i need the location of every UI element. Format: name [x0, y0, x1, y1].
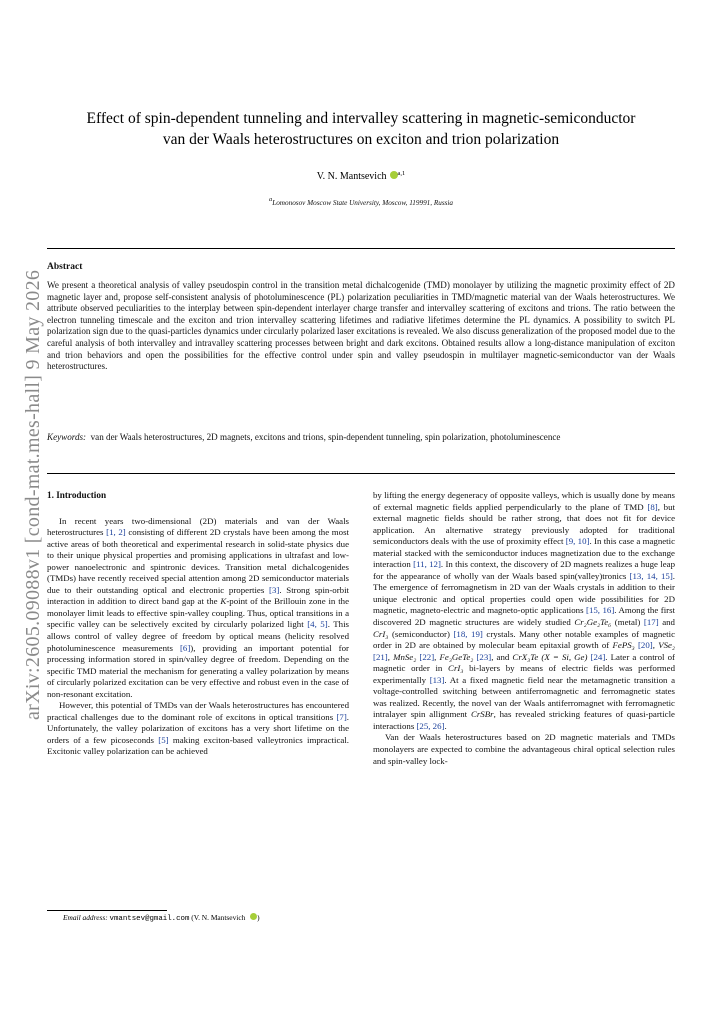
- citation-link[interactable]: [8]: [647, 501, 658, 512]
- orcid-icon[interactable]: [390, 171, 398, 179]
- keywords: [47, 432, 675, 444]
- section-heading: 1. Introduction: [47, 490, 107, 500]
- citation-link[interactable]: [9, 10]: [565, 536, 590, 547]
- abstract-bottom-rule: [47, 473, 675, 474]
- citation-link[interactable]: [3]: [269, 584, 280, 595]
- citation-link[interactable]: [5]: [158, 734, 169, 745]
- citation-link[interactable]: [17]: [643, 617, 659, 628]
- citation-link[interactable]: [15, 16]: [586, 605, 615, 616]
- citation-link[interactable]: [13]: [429, 674, 445, 685]
- citation-link[interactable]: [22]: [419, 651, 435, 662]
- footnote-author: (V. N. Mantsevich: [191, 913, 246, 922]
- author-line: [47, 170, 675, 182]
- abstract-text: We present a theoretical analysis of valley pseudospin control in the transition metal dichalcogenide (TMD) monolayer by utilizing the magnetic proximity effect of 2D magnetic layer and, propose self-consistent analysis of photoluminescence (PL) polarization peculiarities in TMD/magnetic material van der Waals heterostructures. We attribute observed peculiarities to the interplay between spin-dependent interlayer charge transfer and intervalley scattering of excitons and trions. The ratio between the electron tunneling timescale and the exciton and trion intervalley scattering lifetimes and radiative lifetimes determine the PL dynamics. A possibility to switch PL polarization sign due to the quasi-particles dynamics under circularly polarized laser excitations is revealed. We also discuss generalization of the proposed model due to the careful analysis of both intervalley and intravalley scattering processes between bright and dark excitons. Obtained results allow a long-distance manipulation of exciton and trion behaviors and open the possibilities for the effective control under spin and valley pseudospin in multilayer magnetic-semiconductor van der Waals heterostructures.: [47, 280, 675, 372]
- citation-link[interactable]: [18, 19]: [453, 628, 483, 639]
- author-name: V. N. Mantsevich: [316, 171, 387, 182]
- left-column: [47, 490, 349, 758]
- affiliation: [47, 196, 675, 207]
- abstract-heading: Abstract: [47, 262, 83, 272]
- keywords-label: Keywords:: [47, 432, 87, 442]
- citation-link[interactable]: [11, 12]: [413, 559, 441, 570]
- intro-paragraph-1: In recent years two-dimensional (2D) materials and van der Waals heterostructures [1, 2] consisting of different 2D crystals have been among the most active areas of both theoretical and experimental research in solid-state physics due to their unique physical properties and promising applications in ultrafast and low-power nanoelectronic and spintronic devices. Transition metal dichalcogenides (TMDs) have recently received special attention among 2D semiconductor materials due to their outstanding optical and electronic properties [3]. Strong spin-orbit interaction in addition to direct band gap at the K-point of the Brillouin zone in the monolayer limit leads to effective spin-valley coupling. Thus, optical transitions in a specific valley can be selectively excited by circularly polarized light [4, 5]. This allows control of valley degree of freedom by optical means (helicity resolved photoluminescence measurements [6]), providing an important potential for processing information stored in spin/valley degree of freedom. Depending on the specific TMD material the mechanism for generating a valley polarization by means of circularly polarized excitation can be very effective and robust even in the case of non-resonant excitation.: [47, 515, 349, 699]
- citation-link[interactable]: [23]: [476, 651, 492, 662]
- formula: Fe₃GeTe₂: [439, 651, 474, 662]
- formula: VSe₂: [658, 640, 676, 651]
- orcid-icon[interactable]: [250, 913, 257, 920]
- citation-link[interactable]: [7]: [336, 711, 347, 722]
- affiliation-text: Lomonosov Moscow State University, Moscow, 119991, Russia: [272, 199, 454, 207]
- formula: CrSBr: [470, 709, 494, 720]
- citation-link[interactable]: [21]: [373, 651, 388, 662]
- citation-link[interactable]: [13, 14, 15]: [629, 570, 673, 581]
- formula: CrI₃: [373, 628, 389, 639]
- arxiv-stamp: arXiv:2605.09088v1 [cond-mat.mes-hall] 9 May 2026: [22, 269, 44, 721]
- affiliation-superscript: a: [268, 196, 273, 203]
- intro-paragraph-3: by lifting the energy degeneracy of opposite valleys, which is usually done by means of external magnetic fields applied perpendicularly to the plane of TMD [8], but external magnetic fields should be rather strong, that does not fit for device application. An alternative strategy previously adopted for traditional semiconductors deals with the use of proximity effect [9, 10]. In this case a magnetic material stacked with the semiconductor induces magnetization due to the exchange interaction [11, 12]. In this context, the discovery of 2D magnets realizes a huge leap for the appearance of wholly van der Waals based spin(valley)tronics [13, 14, 15]. The emergence of ferromagnetism in 2D van der Waals crystals in addition to their unique electronic and optical properties could open wide possibilities for 2D magnetic, magneto-electric and magneto-optic applications [15, 16]. Among the first discovered 2D magnetic structures are widely studied Cr₂Ge₂Te₆ (metal) [17] and CrI₃ (semiconductor) [18, 19] crystals. Many other notable examples of magnetic order in 2D are obtained by molecular beam epitaxial growth of FePS₃ [20], VSe₂ [21], MnSe₂ [22], Fe₃GeTe₂ [23], and CrX₃Te (X = Si, Ge) [24]. Later a control of magnetic order in CrI₃ bi-layers by means of electric fields was performed experimentally [13]. At a fixed magnetic field near the metamagnetic transition a voltage-controlled switching between antiferromagnetic and ferromagnetic states was realized. Recently, the novel van der Waals antiferromagnet with ferromagnetic intralayer spin allignment CrSBr, has revealed stricking features of quasi-particle interactions [25, 26].: [373, 490, 676, 731]
- right-column: [373, 490, 675, 767]
- formula: MnSe₂: [393, 651, 417, 662]
- intro-paragraph-2: However, this potential of TMDs van der Waals heterostructures has encountered practical challenges due to the dominant role of excitons in optical transitions [7]. Unfortunately, the valley polarization of excitons has a very short lifetime on the orders of a few picoseconds [5] making exciton-based valleytronics impractical. Excitonic valley polarization can be achieved: [47, 700, 349, 757]
- citation-link[interactable]: [25, 26]: [416, 720, 445, 731]
- formula: FePS₃: [612, 640, 635, 651]
- author-email-link[interactable]: vmantsev@gmail.com: [109, 915, 190, 923]
- formula: CrX₃Te (X = Si, Ge): [512, 651, 588, 662]
- title-line-2: van der Waals heterostructures on exciton and trion polarization: [162, 131, 560, 148]
- keywords-text: van der Waals heterostructures, 2D magnets, excitons and trions, spin-dependent tunneling, spin polarization, photoluminescence: [90, 432, 561, 442]
- citation-link[interactable]: [1, 2]: [106, 527, 126, 538]
- citation-link[interactable]: [20]: [637, 640, 653, 651]
- author-superscript: a,1: [397, 170, 406, 177]
- abstract-top-rule: [47, 248, 675, 249]
- formula: Cr₂Ge₂Te₆: [574, 617, 612, 628]
- citation-link[interactable]: [24]: [590, 651, 606, 662]
- footnote-label: Email address:: [63, 913, 108, 922]
- citation-link[interactable]: [6]: [179, 642, 191, 653]
- formula: CrI₃: [448, 663, 464, 674]
- paper-title: [47, 108, 675, 150]
- title-line-1: Effect of spin-dependent tunneling and intervalley scattering in magnetic-semiconductor: [86, 110, 636, 127]
- citation-link[interactable]: [4, 5]: [307, 619, 328, 630]
- footnote: Email address: vmantsev@gmail.com (V. N. Mantsevich ): [63, 913, 260, 923]
- intro-paragraph-4: Van der Waals heterostructures based on 2D magnetic materials and TMDs monolayers are expected to combine the advantageous chiral optical selection rules and spin-valley lock-: [373, 732, 675, 766]
- footnote-rule: [47, 910, 167, 911]
